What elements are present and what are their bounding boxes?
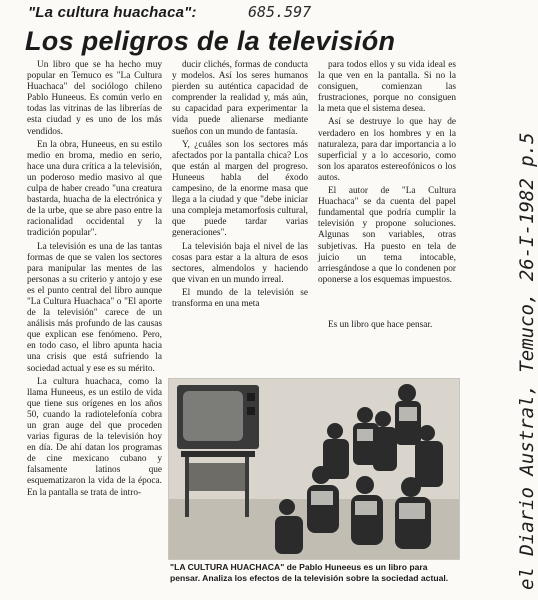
paragraph: La televisión es una de las tantas formas de que se valen los sectores para manipular las mentes de las personas a su criterio y antojo y ese es el punto central del libro aunque "La Cultura Huachaca" o "El aporte de la televisión" carece de un análisis más profundo de las causas que explican ese fenómeno. Pero, en todo caso, el libro apunta hacia una crisis que está sufriendo la sociedad actual y ese es su mérito. [27,241,162,374]
handwritten-reference: 685.597 [248,3,312,21]
article-column-2 [172,60,308,378]
paragraph: La cultura huachaca, como la llama Huneeus, es un estilo de vida que tiene sus orígenes en los años 50, cuando la radiotelefonía cobra un gran auge del que proceden varias figuras de la televisión hoy en día. De ahí datan los programas de cine mexicano cubano y falsamente latinos que esquematizaron la vida de la época. En la pantalla se trata de intro- [27,376,162,498]
paragraph: Un libro que se ha hecho muy popular en Temuco es "La Cultura Huachaca" del sociólogo chileno Pablo Huneeus. Es común verlo en todas las vitrinas de las librerías de esta ciudad y es uno de los más vendidos. [27,60,162,137]
handwritten-source-text: el Diario Austral, Temuco, 26-I-1982 p.5 [516,132,538,590]
handwritten-source-note [494,95,538,595]
photo [168,378,460,560]
paragraph: En la obra, Huneeus, en su estilo medio en broma, medio en serio, hace una dura crítica a la televisión, un poderoso medio masivo al que culpa de haber creado "una creatura bastarda, huacha de la electrónica y de la urbe, que se abre paso entre la racionalidad occidental y la tradición popular". [27,139,162,239]
headline: Los peligros de la televisión [25,26,396,56]
photo-caption: "LA CULTURA HUACHACA" de Pablo Huneeus es un libro para pensar. Analiza los efectos de la televisión sobre la sociedad actual. [170,562,449,583]
article-column-3-end [318,320,456,380]
paragraph: ducir clichés, formas de conducta y modelos. Así los seres humanos pierden su auténtica capacidad de comprender la realidad y, más aún, su capacidad para experimentar la vida puede alienarse mediante sueños con un mundo de fantasía. [172,60,308,137]
kicker: "La cultura huachaca": [28,4,197,21]
paragraph: para todos ellos y su vida ideal es la que ven en la pantalla. Si no la consiguen, comienzan las frustraciones, porque no consiguen la meta que el sistema desea. [318,60,456,115]
paragraph: La televisión baja el nivel de las cosas para estar a la altura de esos sectores, almendolos y haciendo que vivan en un mundo irreal. [172,241,308,285]
paragraph: Y, ¿cuáles son los sectores más afectados por la pantalla chica? Los que están al margen del progreso. Huneeus habla del éxodo campesino, de la enorme masa que llega a la ciudad y que "debe iniciar una compleja metamorfosis cultural, que puede tardar varias generaciones". [172,139,308,239]
paragraph: El mundo de la televisión se transforma en una meta [172,287,308,309]
children-watching-tv-photo [169,379,459,559]
article-column-1 [27,60,162,598]
paragraph: El autor de "La Cultura Huachaca" se da cuenta del papel fundamental que podría cumplir la televisión y propone soluciones. Algunas son variables, otras subjetivas. Ha puesto en tela de juicio un tema intocable, arriesgándose a que lo condenen por oponerse a los esquemas impuestos. [318,186,456,285]
paragraph: Es un libro que hace pensar. [328,320,433,330]
paragraph: Así se destruye lo que hay de verdadero en los hombres y en la naturaleza, para dar importancia a lo superficial y a lo accesorio, como son los aparatos estereofónicos o los autos. [318,117,456,183]
